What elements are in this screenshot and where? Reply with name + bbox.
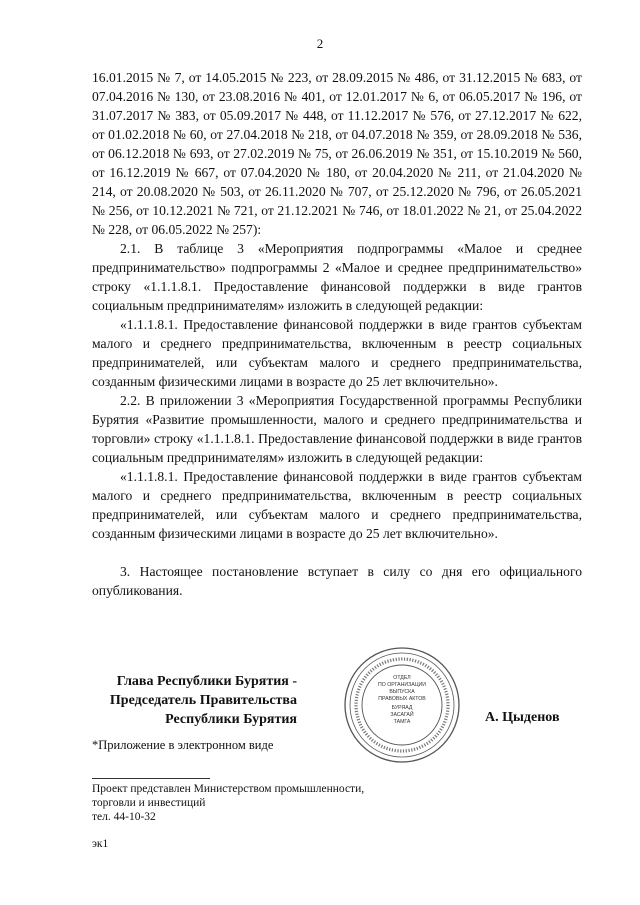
stamp-text: ВЫПУСКА	[389, 689, 415, 695]
stamp-text: ЗАСАГАЙ	[390, 712, 414, 718]
stamp-text: БУРЯАД	[391, 705, 413, 711]
signatory-title	[92, 672, 297, 729]
paragraph-2-2-quote: «1.1.1.8.1. Предоставление финансовой поддержки в виде грантов субъектам малого и среднего предпринимательства, включенным в реестр социальных предпринимателей, или субъектам малого и среднего предпринимательства, созданным физическими лицами в возрасте до 25 лет включительно».	[92, 469, 582, 541]
paragraph-2-2: 2.2. В приложении 3 «Мероприятия Государственной программы Республики Бурятия «Развитие промышленности, малого и среднего предпринимательства и торговли» строку «1.1.1.8.1. Предоставление финансовой поддержки в виде грантов социальным предпринимателям» изложить в следующей редакции:	[92, 393, 582, 465]
document-code: эк1	[92, 838, 109, 850]
stamp-text: ОТДЕЛ	[393, 675, 411, 681]
signatory-name: А. Цыденов	[485, 710, 560, 725]
signatory-title-line: Республики Бурятия	[165, 712, 297, 727]
paragraph-2-1: 2.1. В таблице 3 «Мероприятия подпрограммы «Малое и среднее предпринимательство» подпрограммы 2 «Малое и среднее предпринимательство» строку «1.1.1.8.1. Предоставление финансовой поддержки в виде грантов социальным предпринимателям» изложить в следующей редакции:	[92, 241, 582, 313]
paragraph-3: 3. Настоящее постановление вступает в силу со дня его официального опубликования.	[92, 564, 582, 598]
stamp-text: ПО ОРГАНИЗАЦИИ	[378, 682, 426, 688]
footer-divider	[92, 778, 210, 779]
footer-phone: тел. 44-10-32	[92, 811, 156, 823]
footer-project-info	[92, 782, 364, 824]
appendix-note: *Приложение в электронном виде	[92, 738, 274, 752]
footer-line: торговли и инвестиций	[92, 797, 206, 809]
page-number: 2	[316, 36, 324, 51]
stamp-text: ПРАВОВЫХ АКТОВ	[378, 696, 426, 702]
paragraph-2-1-quote: «1.1.1.8.1. Предоставление финансовой поддержки в виде грантов субъектам малого и среднего предпринимательства, включенным в реестр социальных предпринимателей, или субъектам малого и среднего предпринимательства, созданным физическими лицами в возрасте до 25 лет включительно».	[92, 317, 582, 389]
body-text	[92, 68, 582, 600]
signatory-title-line: Председатель Правительства	[109, 693, 297, 708]
footer-line: Проект представлен Министерством промышленности,	[92, 783, 365, 795]
official-seal-stamp	[342, 645, 462, 765]
paragraph-amendments-list: 16.01.2015 № 7, от 14.05.2015 № 223, от 28.09.2015 № 486, от 31.12.2015 № 683, от 07.04.2016 № 130, от 23.08.2016 № 401, от 12.01.2017 № 6, от 06.05.2017 № 196, от 31.07.2017 № 383, от 05.09.2017 № 448, от 11.12.2017 № 576, от 27.12.2017 № 622, от 01.02.2018 № 60, от 27.04.2018 № 218, от 04.07.2018 № 359, от 28.09.2018 № 536, от 06.12.2018 № 693, от 27.02.2019 № 75, от 26.06.2019 № 351, от 15.10.2019 № 560, от 16.12.2019 № 667, от 07.04.2020 № 180, от 20.04.2020 № 211, от 21.04.2020 № 214, от 20.08.2020 № 503, от 26.11.2020 № 707, от 25.12.2020 № 796, от 26.05.2021 № 256, от 10.12.2021 № 721, от 21.12.2021 № 746, от 18.01.2022 № 21, от 25.04.2022 № 228, от 06.05.2022 № 257):	[92, 70, 582, 237]
stamp-text: ТАМГА	[393, 719, 411, 725]
signatory-title-line: Глава Республики Бурятия -	[116, 674, 297, 689]
